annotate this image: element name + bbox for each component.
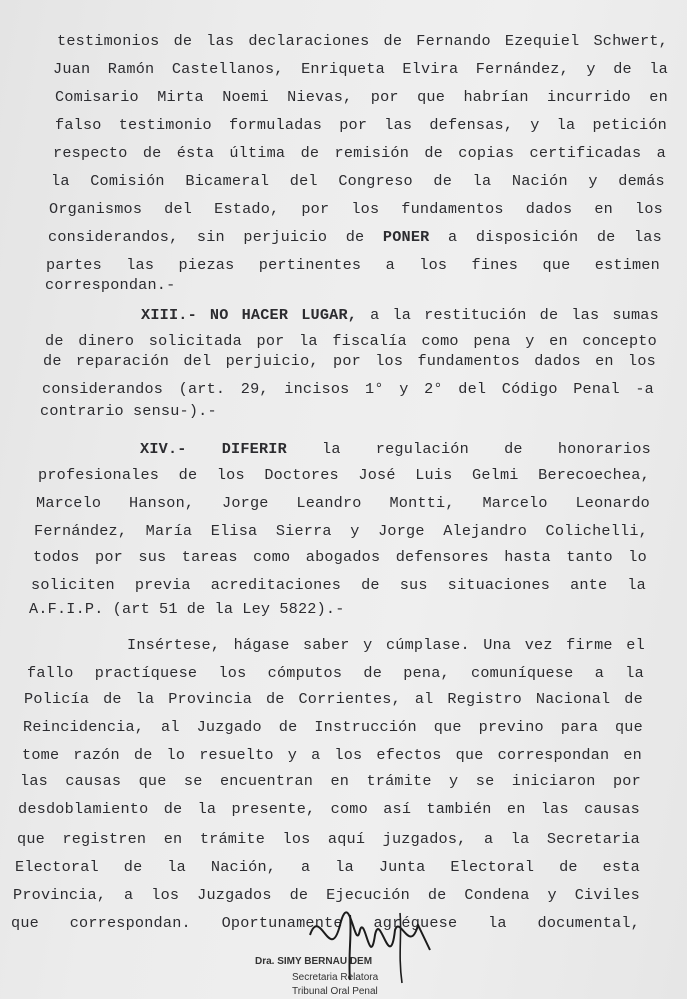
text-line: Policía de la Provincia de Corrientes, al Registro Nacional de [24, 690, 643, 708]
text-line: contrario sensu-).- [40, 402, 217, 420]
text-line: considerandos (art. 29, incisos 1° y 2° del Código Penal -a [42, 380, 654, 398]
text-line: desdoblamiento de la presente, como así también en las causas [18, 800, 640, 818]
stamp-court: Tribunal Oral Penal [292, 986, 378, 997]
text-line: Juan Ramón Castellanos, Enriqueta Elvira Fernández, y de la [53, 60, 668, 78]
text-line: Comisario Mirta Noemi Nievas, por que habrían incurrido en [55, 88, 668, 106]
text-line: XIV.- DIFERIR la regulación de honorarios [140, 440, 651, 458]
text-line: soliciten previa acreditaciones de sus situaciones ante la [31, 576, 646, 594]
signature-stamp [250, 950, 490, 999]
text-line: testimonios de las declaraciones de Fernando Ezequiel Schwert, [57, 32, 668, 50]
text-line: Provincia, a los Juzgados de Ejecución de Condena y Civiles [13, 886, 640, 904]
text-line: profesionales de los Doctores José Luis Gelmi Berecoechea, [38, 466, 650, 484]
text-line: Insértese, hágase saber y cúmplase. Una vez firme el [127, 636, 645, 654]
text-line: Electoral de la Nación, a la Junta Electoral de esta [15, 858, 640, 876]
text-line: fallo practíquese los cómputos de pena, comuníquese a la [27, 664, 644, 682]
text-line: A.F.I.P. (art 51 de la Ley 5822).- [29, 600, 345, 618]
text-line: correspondan.- [45, 276, 176, 294]
text-line: de dinero solicitada por la fiscalía como pena y en concepto [45, 332, 657, 350]
text-line: la Comisión Bicameral del Congreso de la Nación y demás [51, 172, 665, 190]
text-line: de reparación del perjuicio, por los fundamentos dados en los [43, 352, 656, 370]
text-line: Reincidencia, al Juzgado de Instrucción que previno para que [23, 718, 643, 736]
text-line: que correspondan. Oportunamente agréguese la documental, [11, 914, 640, 932]
text-line: falso testimonio formuladas por las defensas, y la petición [55, 116, 667, 134]
text-line: Fernández, María Elisa Sierra y Jorge Alejandro Colichelli, [34, 522, 648, 540]
text-line: XIII.- NO HACER LUGAR, a la restitución de las sumas [141, 306, 659, 324]
text-line: que registren en trámite los aquí juzgados, a la Secretaria [17, 830, 640, 848]
text-line: las causas que se encuentran en trámite y se iniciaron por [20, 772, 641, 790]
text-line: partes las piezas pertinentes a los fines que estimen [46, 256, 660, 274]
text-line: considerandos, sin perjuicio de PONER a disposición de las [48, 228, 662, 246]
text-line: Marcelo Hanson, Jorge Leandro Montti, Marcelo Leonardo [36, 494, 650, 512]
text-line: Organismos del Estado, por los fundamentos dados en los [49, 200, 663, 218]
stamp-role: Secretaria Relatora [292, 972, 379, 983]
text-line: todos por sus tareas como abogados defensores hasta tanto lo [33, 548, 647, 566]
stamp-name: Dra. SIMY BERNAU DEM [255, 956, 373, 967]
text-line: respecto de ésta última de remisión de copias certificadas a [53, 144, 666, 162]
text-line: tome razón de lo resuelto y a los efectos que correspondan en [22, 746, 642, 764]
